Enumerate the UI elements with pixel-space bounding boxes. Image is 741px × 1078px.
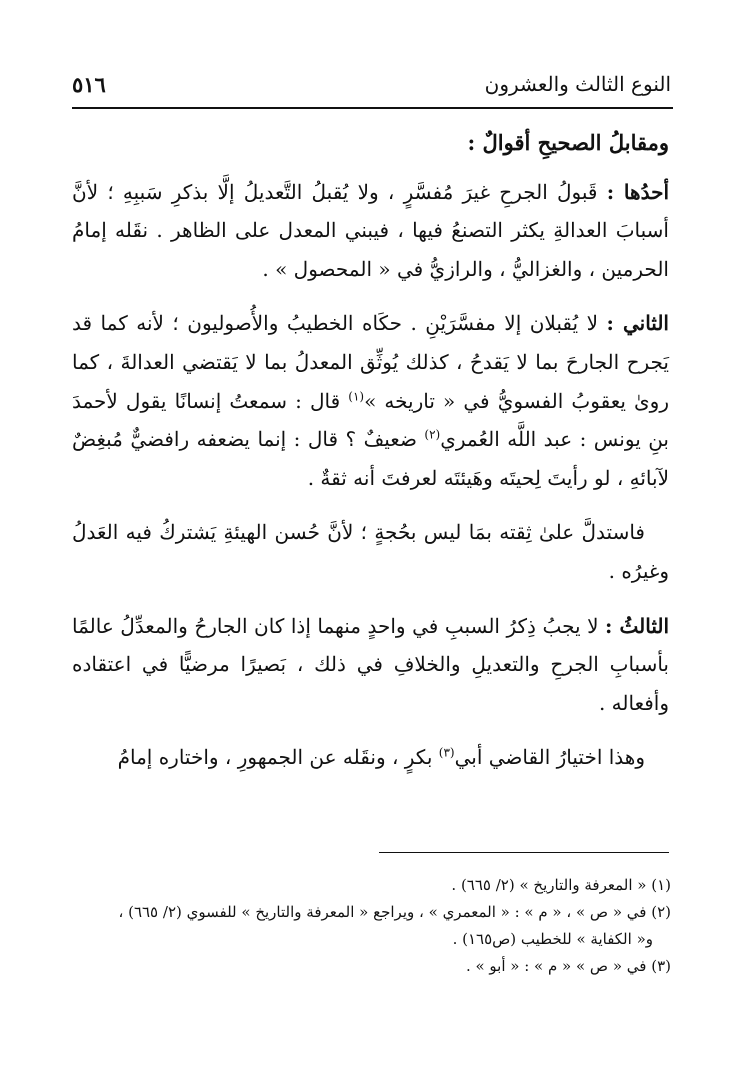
paragraph-text: لا يجبُ ذِكرُ السببِ في واحدٍ منهما إذا كان الجارحُ والمعدِّلُ عالمًا بأسبابِ الجرحِ والتعديلِ والخلافِ في ذلك ، بَصيرًا مرضيًّا في اعتقاده وأفعاله . bbox=[72, 613, 669, 715]
footnote-marker: (١) bbox=[348, 388, 365, 403]
paragraph-inference: فاستدلَّ علىٰ ثِقته بمَا ليس بحُجةٍ ؛ لأنَّ حُسن الهيئةِ يَشتركُ فيه العَدلُ وغيرُه . bbox=[72, 520, 669, 583]
header-rule bbox=[72, 107, 673, 109]
page-header bbox=[72, 62, 671, 106]
page-number: ٥١٦ bbox=[72, 71, 106, 97]
paragraph-text: بكرٍ ، ونقَله عن الجمهورِ ، واختاره إمامُ bbox=[117, 745, 439, 770]
main-text bbox=[72, 124, 669, 793]
paragraph-lead: أحدُها : bbox=[606, 179, 669, 204]
footnote-2-continued: و« الكفاية » للخطيب (ص١٦٥) . bbox=[452, 930, 653, 948]
footnote-1: (١) « المعرفة والتاريخ » (٢/ ٦٦٥) . bbox=[451, 876, 671, 894]
paragraph-text: وهذا اختيارُ القاضي أبي bbox=[454, 745, 645, 770]
paragraph-choice bbox=[72, 738, 669, 777]
footnotes bbox=[72, 872, 671, 980]
paragraph-text: قَبولُ الجرحِ غيرَ مُفسَّرٍ ، ولا يُقبلُ التَّعديلُ إلَّا بذكرِ سَببِهِ ؛ لأنَّ أسبابَ العدالةِ يكثر التصنعُ فيها ، فيبني المعدل على الظاهر . نقَله إمامُ الحرمين ، والغزاليُّ ، والرازيُّ في « المحصول » . bbox=[72, 179, 669, 281]
footnote-rule bbox=[379, 852, 669, 853]
paragraph-third-opinion bbox=[72, 607, 669, 723]
paragraph-text: قال : سمعتُ إنسانًا يقول لأحمدَ بنِ يونس : عبد اللَّه العُمري bbox=[72, 388, 670, 452]
running-title: النوع الثالث والعشرون bbox=[484, 72, 671, 96]
footnote-2: (٢) في « ص » ، « م » : « المعمري » ، ويراجع « المعرفة والتاريخ » للفسوي (٢/ ٦٦٥) ، bbox=[118, 903, 671, 921]
paragraph-lead: الثاني : bbox=[606, 311, 669, 336]
paragraph-text: ضعيفٌ ؟ قال : إنما يضعفه رافضيٌّ مُبغِضٌ لآبائهِ ، لو رأيتَ لِحيتَه وهَيئتَه لعرفتَ أنه ثقةٌ . bbox=[72, 427, 669, 490]
paragraph-first-opinion bbox=[72, 173, 669, 289]
paragraph-second-opinion bbox=[72, 304, 669, 497]
paragraph-lead: الثالثُ : bbox=[605, 613, 670, 638]
paragraph-text: لا يُقبلان إلا مفسَّرَيْنِ . حكَاه الخطيبُ والأُصوليون ؛ لأنه كما قد يَجرح الجارحَ بما لا يَقدحُ ، كذلك يُوثِّق المعدلُ بما لا يَقتضي العدالةَ ، كما روىٰ يعقوبُ الفسويُّ في « تاريخه » bbox=[72, 311, 669, 413]
footnote-marker: (٢) bbox=[424, 427, 441, 442]
footnote-marker: (٣) bbox=[438, 745, 455, 760]
section-heading: ومقابلُ الصحيحِ أقوالٌ : bbox=[467, 130, 669, 155]
footnote-3: (٣) في « ص » « م » : « أبو » . bbox=[465, 957, 671, 975]
